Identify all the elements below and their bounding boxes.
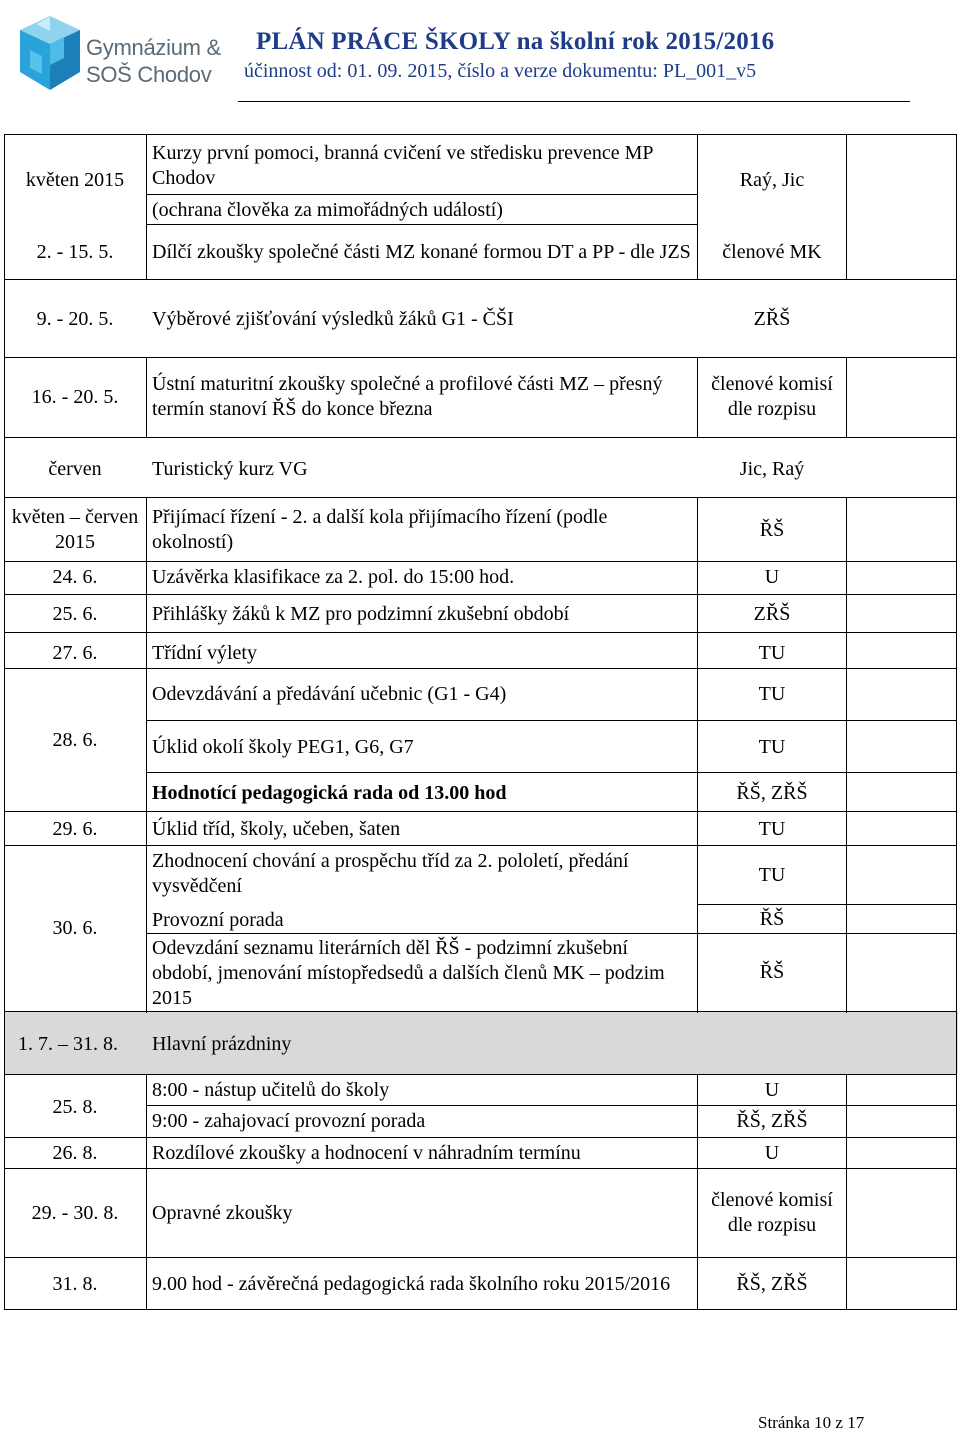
table-border — [4, 497, 957, 498]
table-border — [4, 561, 957, 562]
responsible-cell: ŘŠ, ZŘŠ — [736, 1272, 808, 1295]
activity-cell: Hlavní prázdniny — [152, 1032, 292, 1055]
date-cell: květen – červen 2015 — [11, 506, 139, 553]
date-cell: 29. 6. — [52, 817, 98, 840]
table-border — [4, 811, 957, 812]
responsible-cell: Raý, Jic — [739, 168, 805, 191]
activity-cell: Přijímací řízení - 2. a další kola přijímacího řízení (podle okolností) — [152, 506, 608, 553]
table-border — [146, 1105, 957, 1106]
table-border — [146, 134, 147, 280]
date-cell: 28. 6. — [52, 728, 98, 751]
date-cell: 9. - 20. 5. — [36, 307, 114, 330]
table-border — [846, 497, 847, 1013]
responsible-cell: ŘŠ — [759, 518, 785, 541]
date-cell: 29. - 30. 8. — [31, 1201, 119, 1224]
date-cell: 25. 8. — [52, 1095, 98, 1118]
date-cell: 1. 7. – 31. 8. — [18, 1032, 118, 1055]
page-number: Stránka 10 z 17 — [758, 1413, 865, 1432]
table-border — [146, 772, 957, 773]
activity-cell: (ochrana člověka za mimořádných událostí) — [152, 198, 503, 221]
activity-cell: Uzávěrka klasifikace za 2. pol. do 15:00 hod. — [152, 565, 515, 588]
responsible-cell: TU — [758, 817, 786, 840]
date-cell: 2. - 15. 5. — [36, 240, 114, 263]
responsible-cell: ZŘŠ — [753, 307, 791, 330]
activity-cell: Turistický kurz VG — [152, 457, 308, 480]
activity-cell: Dílčí zkoušky společné části MZ konané formou DT a PP - dle JZS — [152, 240, 691, 263]
responsible-cell: ZŘŠ — [753, 602, 791, 625]
responsible-cell: členové MK — [722, 240, 822, 263]
responsible-cell: členové komisí dle rozpisu — [711, 373, 833, 420]
activity-cell: Úklid tříd, školy, učeben, šaten — [152, 817, 401, 840]
activity-cell: Přihlášky žáků k MZ pro podzimní zkušební období — [152, 602, 570, 625]
activity-cell: Rozdílové zkoušky a hodnocení v náhradním termínu — [152, 1141, 581, 1164]
responsible-cell: ŘŠ, ZŘŠ — [736, 781, 808, 804]
logo-text-line2: SOŠ Chodov — [86, 62, 212, 87]
table-border — [846, 357, 847, 437]
responsible-cell: TU — [758, 863, 786, 886]
activity-cell: Třídní výlety — [152, 641, 257, 664]
table-border — [146, 933, 957, 934]
activity-cell: Hodnotící pedagogická rada od 13.00 hod — [152, 781, 507, 804]
table-border — [4, 1011, 957, 1012]
table-border — [4, 1137, 957, 1138]
logo-cube-icon — [14, 10, 86, 102]
activity-cell: 9:00 - zahajovací provozní porada — [152, 1109, 426, 1132]
responsible-cell: Jic, Raý — [739, 457, 805, 480]
table-border — [146, 1074, 147, 1310]
date-cell: 27. 6. — [52, 641, 98, 664]
table-border — [846, 134, 847, 280]
table-border — [146, 720, 957, 721]
table-border — [146, 497, 147, 1013]
activity-cell: 8:00 - nástup učitelů do školy — [152, 1078, 390, 1101]
activity-cell: Opravné zkoušky — [152, 1201, 293, 1224]
document-title: PLÁN PRÁCE ŠKOLY na školní rok 2015/2016 — [256, 28, 775, 55]
header-divider — [238, 101, 910, 102]
date-cell: květen 2015 — [25, 168, 125, 191]
table-border — [697, 1074, 698, 1310]
table-border — [4, 1309, 957, 1310]
table-border — [4, 279, 957, 280]
table-border — [146, 224, 697, 225]
responsible-cell: TU — [758, 735, 786, 758]
table-border — [4, 1074, 957, 1075]
activity-cell: Odevzdání seznamu literárních děl ŘŠ - podzimní zkušební období, jmenování místopředsedů a dalších členů MK – podzim 2015 — [152, 936, 665, 1009]
date-cell: 24. 6. — [52, 565, 98, 588]
table-border — [146, 194, 697, 195]
date-cell: 25. 6. — [52, 602, 98, 625]
table-border — [4, 437, 957, 438]
activity-cell: Výběrové zjišťování výsledků žáků G1 - ČŠI — [152, 307, 514, 330]
responsible-cell: U — [764, 1141, 780, 1164]
responsible-cell: ŘŠ, ZŘŠ — [736, 1109, 808, 1132]
table-border — [4, 845, 957, 846]
school-logo — [14, 10, 244, 106]
activity-cell: Kurzy první pomoci, branná cvičení ve středisku prevence MP Chodov — [152, 142, 653, 189]
activity-cell: Ústní maturitní zkoušky společné a profilové části MZ – přesný termín stanoví ŘŠ do konce března — [152, 373, 663, 420]
table-border — [4, 1257, 957, 1258]
activity-cell: 9.00 hod - závěrečná pedagogická rada školního roku 2015/2016 — [152, 1272, 671, 1295]
responsible-cell: U — [764, 565, 780, 588]
table-border — [4, 668, 957, 669]
activity-cell: Úklid okolí školy PEG1, G6, G7 — [152, 735, 414, 758]
table-border — [697, 497, 698, 1013]
date-cell: 30. 6. — [52, 917, 98, 939]
responsible-cell: ŘŠ — [759, 907, 785, 930]
table-border — [146, 357, 147, 437]
table-border — [697, 904, 957, 905]
responsible-cell: členové komisí dle rozpisu — [711, 1189, 833, 1236]
date-cell: červen — [48, 457, 102, 480]
table-border — [4, 134, 5, 1310]
table-border — [4, 632, 957, 633]
document-subtitle: účinnost od: 01. 09. 2015, číslo a verze dokumentu: PL_001_v5 — [244, 60, 757, 82]
table-border — [4, 1168, 957, 1169]
responsible-cell: U — [764, 1078, 780, 1101]
logo-text-line1: Gymnázium & — [86, 35, 221, 60]
responsible-cell: TU — [758, 682, 786, 705]
table-border — [697, 357, 698, 437]
table-border — [846, 1074, 847, 1310]
activity-cell: Odevzdávání a předávání učebnic (G1 - G4) — [152, 682, 507, 705]
table-border — [956, 134, 957, 1310]
date-cell: 26. 8. — [52, 1141, 98, 1164]
activity-cell: Zhodnocení chování a prospěchu tříd za 2. pololetí, předání vysvědčení — [152, 850, 629, 897]
activity-cell: Provozní porada — [152, 908, 284, 931]
date-cell: 16. - 20. 5. — [31, 385, 119, 408]
responsible-cell: TU — [758, 641, 786, 664]
date-cell: 31. 8. — [52, 1272, 98, 1295]
table-border — [4, 134, 957, 135]
table-border — [697, 134, 698, 280]
table-border — [4, 594, 957, 595]
table-border — [4, 357, 957, 358]
responsible-cell: ŘŠ — [759, 961, 785, 983]
